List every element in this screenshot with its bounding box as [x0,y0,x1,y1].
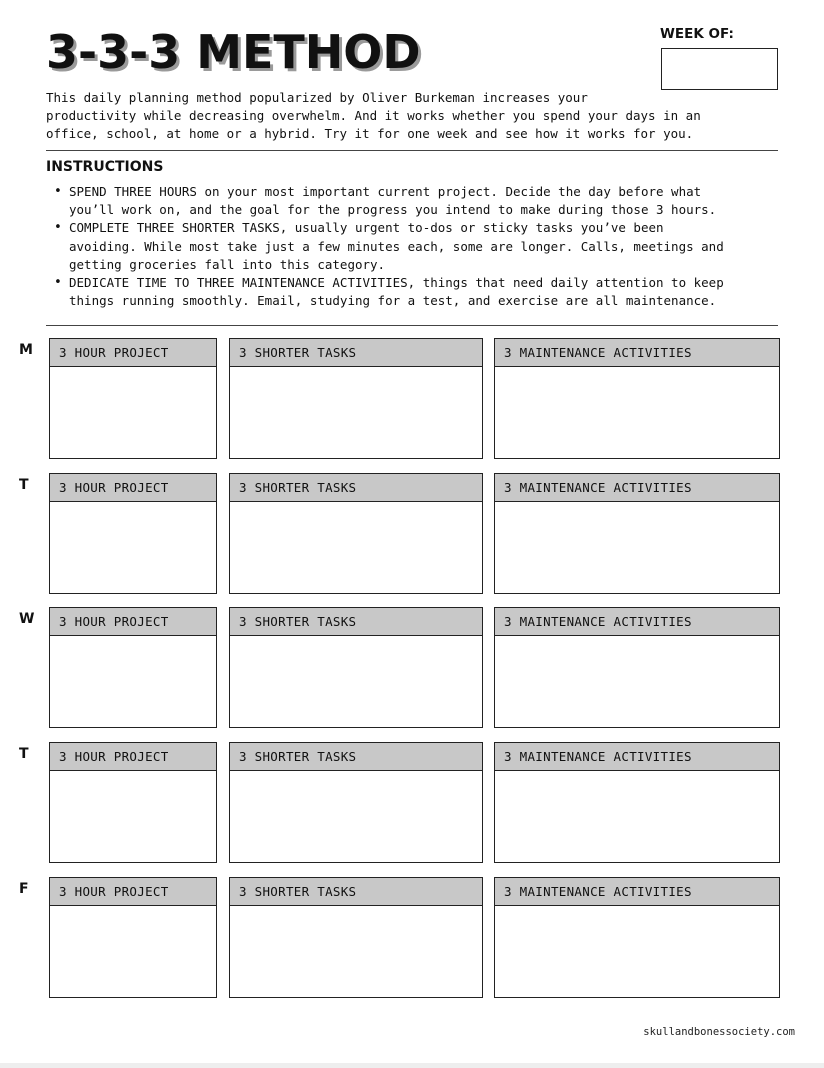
project-cell[interactable] [49,473,217,594]
project-header: 3 HOUR PROJECT [50,743,216,771]
instruction-item: • SPEND THREE HOURS on your most important current project. Decide the day before what you’ll work on, and the goal for the progress you intend to make during those 3 hours. [52,183,782,219]
day-row-tuesday [0,473,824,594]
project-cell[interactable] [49,877,217,998]
tasks-header: 3 SHORTER TASKS [230,743,482,771]
tasks-header: 3 SHORTER TASKS [230,339,482,367]
instructions-list [52,183,782,310]
page-bottom-edge [0,1063,824,1068]
instruction-item: • COMPLETE THREE SHORTER TASKS, usually urgent to-dos or sticky tasks you’ve been avoiding. While most take just a few minutes each, some are longer. Calls, meetings and getting groceries fall into this category. [52,219,782,274]
tasks-cell[interactable] [229,877,483,998]
day-letter: F [19,881,29,897]
tasks-header: 3 SHORTER TASKS [230,878,482,906]
day-letter: T [19,477,29,493]
tasks-cell[interactable] [229,742,483,863]
day-letter: T [19,746,29,762]
week-of-label: WEEK OF: [660,26,734,42]
tasks-cell[interactable] [229,473,483,594]
project-header: 3 HOUR PROJECT [50,339,216,367]
maintenance-cell[interactable] [494,607,780,728]
project-cell[interactable] [49,338,217,459]
tasks-cell[interactable] [229,607,483,728]
maintenance-cell[interactable] [494,473,780,594]
tasks-header: 3 SHORTER TASKS [230,608,482,636]
maintenance-header: 3 MAINTENANCE ACTIVITIES [495,339,779,367]
footer-url: skullandbonessociety.com [643,1026,795,1038]
instruction-item: • DEDICATE TIME TO THREE MAINTENANCE ACTIVITIES, things that need daily attention to keep things running smoothly. Email, studying for a test, and exercise are all maintenance. [52,274,782,310]
day-row-thursday [0,742,824,863]
project-cell[interactable] [49,607,217,728]
day-row-wednesday [0,607,824,728]
intro-text: This daily planning method popularized by Oliver Burkeman increases your productivity while decreasing overwhelm. And it works whether you spend your days in an office, school, at home or a hybrid. Try it for one week and see how it works for you. [46,90,701,141]
maintenance-header: 3 MAINTENANCE ACTIVITIES [495,878,779,906]
maintenance-header: 3 MAINTENANCE ACTIVITIES [495,474,779,502]
divider [46,150,778,151]
tasks-header: 3 SHORTER TASKS [230,474,482,502]
day-row-friday [0,877,824,998]
maintenance-header: 3 MAINTENANCE ACTIVITIES [495,743,779,771]
maintenance-cell[interactable] [494,877,780,998]
project-header: 3 HOUR PROJECT [50,608,216,636]
project-header: 3 HOUR PROJECT [50,474,216,502]
project-header: 3 HOUR PROJECT [50,878,216,906]
instructions-heading: INSTRUCTIONS [46,159,164,175]
maintenance-cell[interactable] [494,338,780,459]
tasks-cell[interactable] [229,338,483,459]
project-cell[interactable] [49,742,217,863]
day-row-monday [0,338,824,459]
divider [46,325,778,326]
maintenance-cell[interactable] [494,742,780,863]
day-letter: W [19,611,35,627]
day-letter: M [19,342,33,358]
week-of-field[interactable] [661,48,778,90]
page-title: 3-3-3 METHOD [46,25,421,79]
maintenance-header: 3 MAINTENANCE ACTIVITIES [495,608,779,636]
